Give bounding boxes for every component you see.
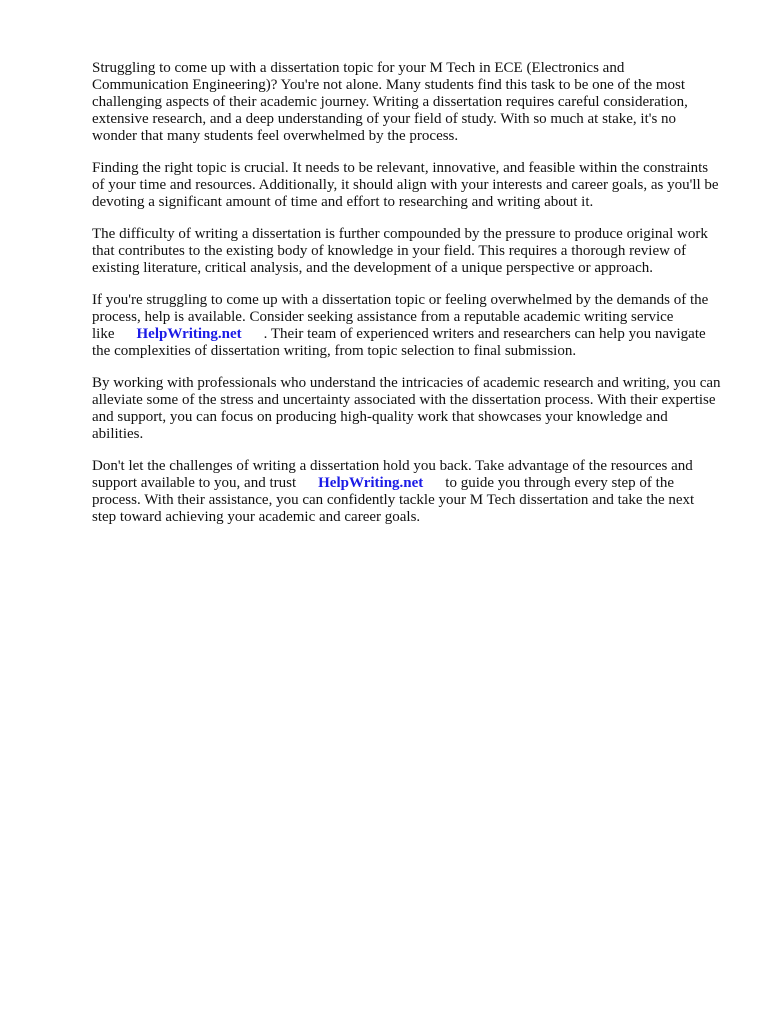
paragraph-closing-text-after: to guide you through every step of the process. With their assistance, you can confidently tackle your M Tech dissertation and take the next step toward achieving your academic and career goals.	[92, 475, 695, 525]
helpwriting-link[interactable]: HelpWriting.net	[318, 475, 424, 491]
paragraph-help-text-before: If you're struggling to come up with a dissertation topic or feeling overwhelmed by the demands of the process, help is available. Consider seeking assistance from a reputable academic writing service like	[92, 292, 709, 342]
paragraph-topic-importance: Finding the right topic is crucial. It needs to be relevant, innovative, and feasible within the constraints of your time and resources. Additionally, it should align with your interests and career goals, as you'll be devoting a significant amount of time and effort to researching and writing about it.	[92, 160, 719, 210]
paragraph-help-text-after: . Their team of experienced writers and researchers can help you navigate the complexities of dissertation writing, from topic selection to final submission.	[92, 326, 706, 359]
paragraph-professionals: By working with professionals who understand the intricacies of academic research and writing, you can alleviate some of the stress and uncertainty associated with the dissertation process. With their expertise and support, you can focus on producing high-quality work that showcases your knowledge and abilities.	[92, 375, 721, 442]
paragraph-help-available	[92, 292, 722, 360]
paragraph-closing	[92, 458, 722, 526]
paragraph-intro: Struggling to come up with a dissertation topic for your M Tech in ECE (Electronics and Communication Engineering)? You're not alone. Many students find this task to be one of the most challenging aspects of their academic journey. Writing a dissertation requires careful consideration, extensive research, and a deep understanding of your field of study. With so much at stake, it's no wonder that many students feel overwhelmed by the process.	[92, 60, 688, 144]
paragraph-closing-text-before: Don't let the challenges of writing a dissertation hold you back. Take advantage of the resources and support available to you, and trust	[92, 458, 693, 491]
helpwriting-link[interactable]: HelpWriting.net	[136, 326, 242, 342]
paragraph-difficulty: The difficulty of writing a dissertation is further compounded by the pressure to produce original work that contributes to the existing body of knowledge in your field. This requires a thorough review of existing literature, critical analysis, and the development of a unique perspective or approach.	[92, 226, 708, 276]
document-page	[92, 60, 722, 541]
